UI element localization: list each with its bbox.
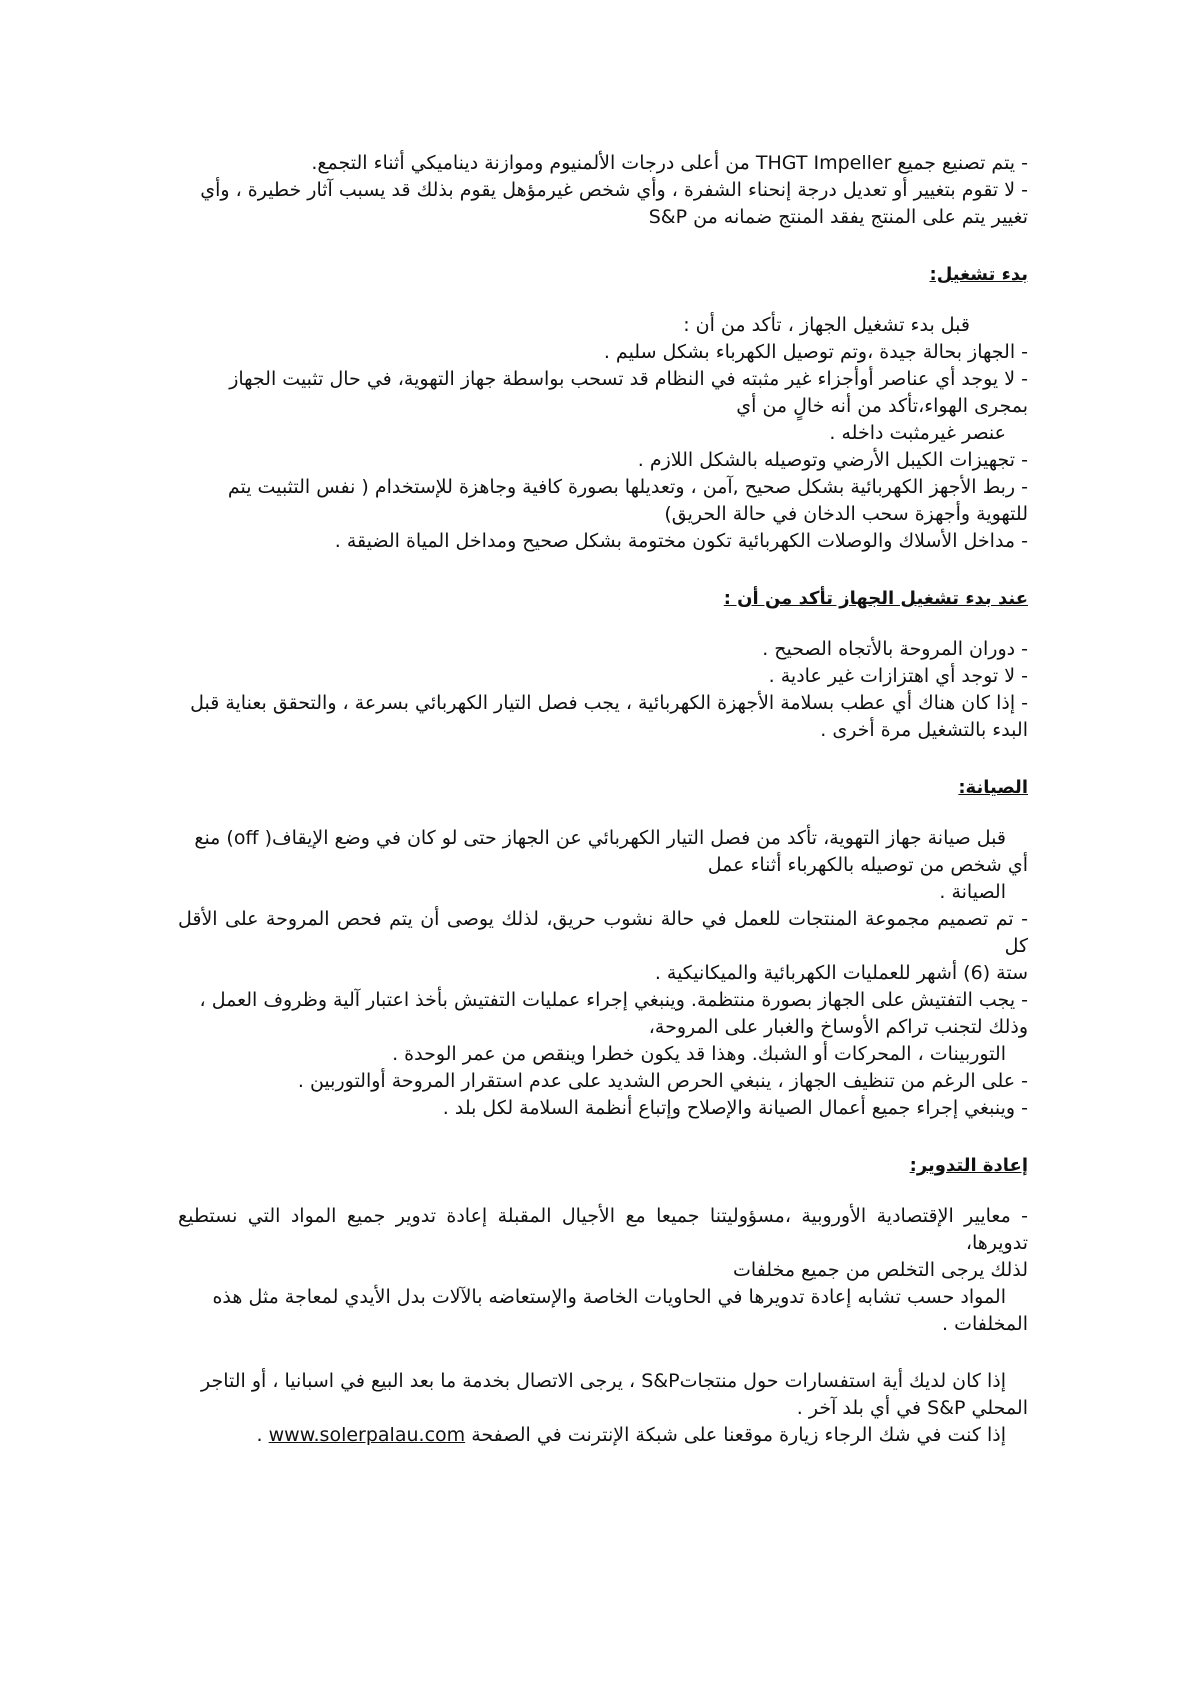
- recycling-section: [178, 1152, 1028, 1338]
- startup-line: عنصر غيرمثبت داخله .: [829, 422, 1006, 444]
- contact-line: المحلي S&P في أي بلد آخر .: [796, 1397, 1028, 1419]
- startup-line: - مداخل الأسلاك والوصلات الكهربائية تكون مختومة بشكل صحيح ومداخل المياة الضيقة .: [334, 530, 1028, 552]
- startup-heading: بدء تشغيل:: [929, 264, 1028, 285]
- maintenance-line: - على الرغم من تنظيف الجهاز ، ينبغي الحرص الشديد على عدم استقرار المروحة أوالتوربين .: [297, 1070, 1028, 1092]
- running-line: البدء بالتشغيل مرة أخرى .: [820, 719, 1028, 741]
- maintenance-line: التوربينات ، المحركات أو الشبك. وهذا قد يكون خطرا وينقص من عمر الوحدة .: [392, 1043, 1006, 1065]
- intro-section: [178, 150, 1028, 231]
- startup-lead: قبل بدء تشغيل الجهاز ، تأكد من أن :: [683, 314, 970, 336]
- maintenance-line: - يجب التفتيش على الجهاز بصورة منتظمة. وينبغي إجراء عمليات التفتيش بأخذ اعتبار آلية وظروف العمل ،: [199, 989, 1028, 1011]
- startup-line: - لا يوجد أي عناصر أوأجزاء غير مثبته في النظام قد تسحب بواسطة جهاز التهوية، في حال تثبيت الجهاز: [229, 368, 1028, 390]
- contact-text: إذا كنت في شك الرجاء زيارة موقعنا على شبكة الإنترنت في الصفحة: [471, 1424, 1006, 1446]
- running-line: - إذا كان هناك أي عطب بسلامة الأجهزة الكهربائية ، يجب فصل التيار الكهربائي بسرعة ، والتحقق بعناية قبل: [190, 692, 1028, 714]
- contact-line: [178, 1422, 1028, 1449]
- maintenance-line: ستة (6) أشهر للعمليات الكهربائية والميكانيكية .: [654, 962, 1028, 984]
- recycling-line: لذلك يرجى التخلص من جميع مخلفات: [733, 1259, 1028, 1281]
- startup-section: [178, 261, 1028, 555]
- intro-line: - يتم تصنيع جميع THGT Impeller من أعلى درجات الألمنيوم وموازنة ديناميكي أثناء التجمع.: [311, 152, 1028, 174]
- running-line: - لا توجد أي اهتزازات غير عادية .: [768, 665, 1028, 687]
- running-heading: عند بدء تشغيل الجهاز تأكد من أن :: [723, 588, 1028, 609]
- maintenance-heading: الصيانة:: [958, 777, 1028, 798]
- running-line: - دوران المروحة بالأتجاه الصحيح .: [762, 638, 1028, 660]
- startup-line: بمجرى الهواء،تأكد من أنه خالٍ من أي: [736, 395, 1028, 417]
- website-link[interactable]: www.solerpalau.com: [268, 1424, 466, 1446]
- document-body: [178, 150, 1028, 1449]
- maintenance-line: وذلك لتجنب تراكم الأوساخ والغبار على المروحة،: [648, 1016, 1028, 1038]
- recycling-line: المواد حسب تشابه إعادة تدويرها في الحاويات الخاصة والإستعاضه بالآلات بدل الأيدي لمعاجة مثل هذه: [212, 1286, 1006, 1308]
- maintenance-line: - وينبغي إجراء جميع أعمال الصيانة والإصلاح وإتباع أنظمة السلامة لكل بلد .: [442, 1097, 1028, 1119]
- startup-line: - الجهاز بحالة جيدة ،وتم توصيل الكهرباء بشكل سليم .: [603, 341, 1028, 363]
- startup-line: - ربط الأجهز الكهربائية بشكل صحيح ,آمن ، وتعديلها بصورة كافية وجاهزة للإستخدام ( نفس التثبيت يتم: [227, 476, 1028, 498]
- startup-line: - تجهيزات الكيبل الأرضي وتوصيله بالشكل اللازم .: [637, 449, 1028, 471]
- maintenance-line: - تم تصميم مجموعة المنتجات للعمل في حالة نشوب حريق، لذلك يوصى أن يتم فحص المروحة على الأقل كل: [178, 908, 1028, 957]
- maintenance-line: قبل صيانة جهاز التهوية، تأكد من فصل التيار الكهربائي عن الجهاز حتى لو كان في وضع الإيقاف( off) منع: [194, 827, 1006, 849]
- maintenance-line: أي شخص من توصيله بالكهرباء أثناء عمل: [707, 854, 1028, 876]
- intro-line: تغيير يتم على المنتج يفقد المنتج ضمانه من S&P: [648, 206, 1028, 228]
- contact-end: .: [256, 1424, 263, 1446]
- maintenance-section: [178, 774, 1028, 1122]
- startup-line: للتهوية وأجهزة سحب الدخان في حالة الحريق): [664, 503, 1028, 525]
- maintenance-line: الصيانة .: [939, 881, 1006, 903]
- running-section: [178, 585, 1028, 744]
- intro-line: - لا تقوم بتغيير أو تعديل درجة إنحناء الشفرة ، وأي شخص غيرمؤهل يقوم بذلك قد يسبب آثار خطيرة ، وأي: [200, 179, 1028, 201]
- recycling-heading: إعادة التدوير:: [909, 1155, 1028, 1176]
- contact-line: إذا كان لديك أية استفسارات حول منتجاتS&P ، يرجى الاتصال بخدمة ما بعد البيع في اسبانيا ، أو التاجر: [200, 1370, 1006, 1392]
- recycling-line: المخلفات .: [942, 1313, 1028, 1335]
- recycling-line: - معايير الإقتصادية الأوروبية ،مسؤوليتنا جميعا مع الأجيال المقبلة إعادة تدوير جميع المواد التي نستطيع تدويرها،: [178, 1205, 1028, 1254]
- contact-section: [178, 1368, 1028, 1449]
